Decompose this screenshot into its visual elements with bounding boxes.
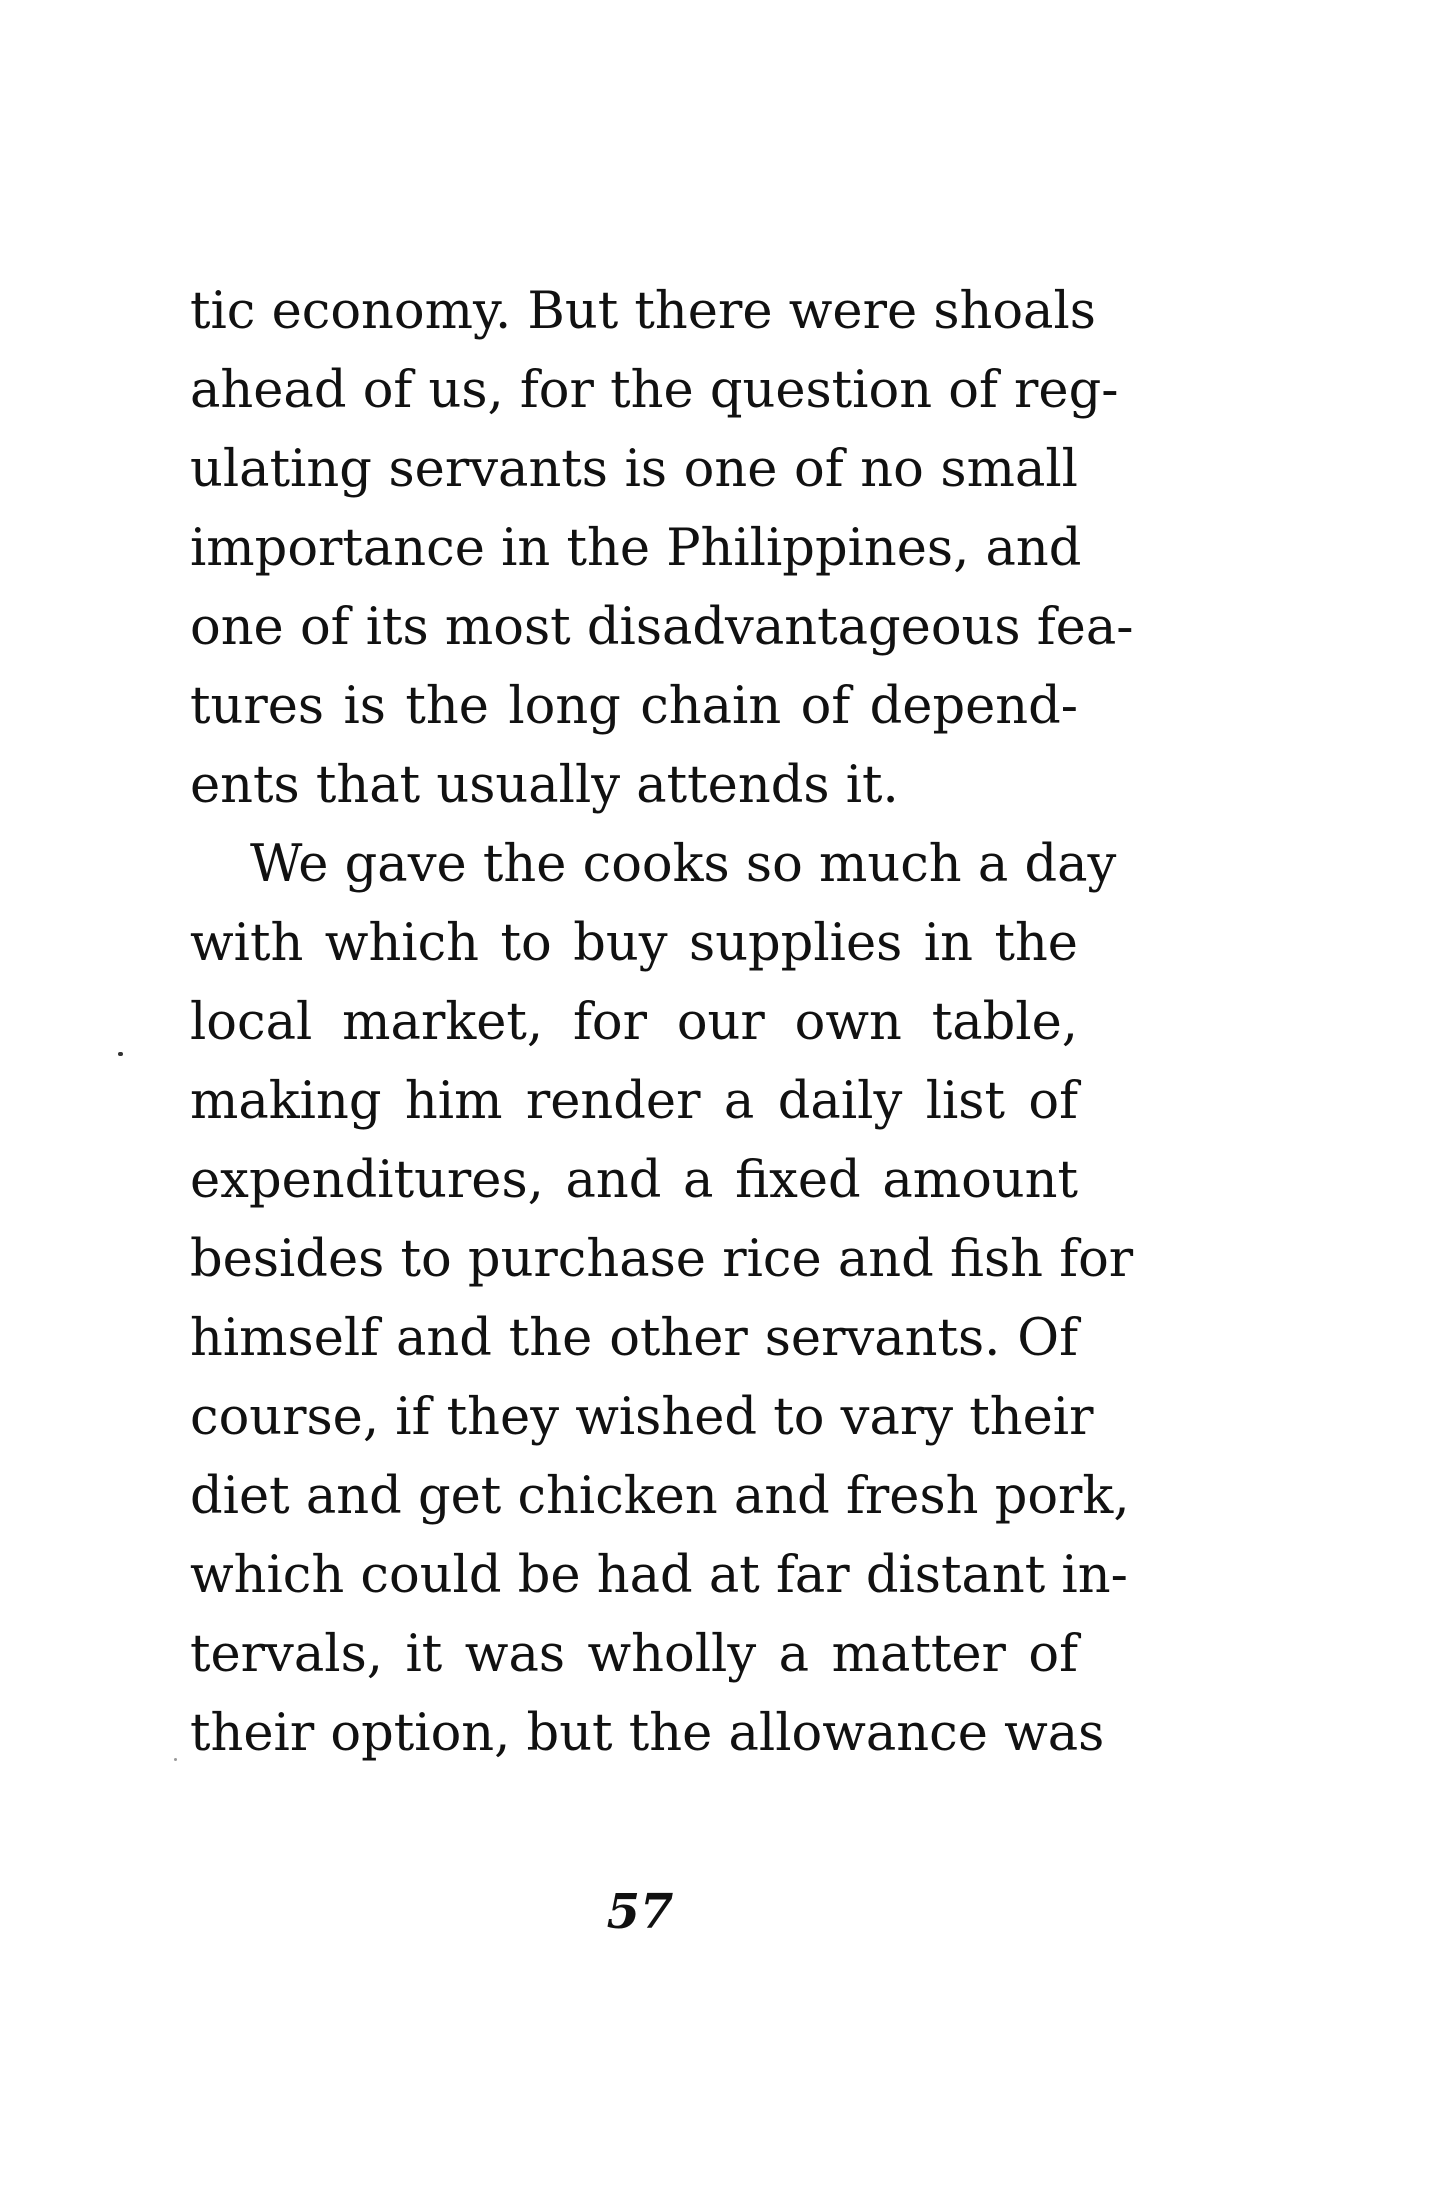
body-text	[190, 272, 1134, 1773]
text-line: their option, but the allowance was	[190, 1704, 1105, 1763]
text-line: tervals, it was wholly a matter of	[190, 1625, 1078, 1684]
text-line: We gave the cooks so much a day	[250, 835, 1117, 894]
text-line: making him render a daily list of	[190, 1072, 1078, 1131]
text-line: expenditures, and a fixed amount	[190, 1151, 1078, 1210]
page-number: 57	[606, 1884, 674, 1940]
text-line: with which to buy supplies in the	[190, 914, 1078, 973]
text-line: local market, for our own table,	[190, 993, 1078, 1052]
text-line: diet and get chicken and fresh pork,	[190, 1467, 1130, 1526]
scan-speck	[174, 1758, 177, 1761]
text-line: which could be had at far distant in-	[190, 1546, 1128, 1605]
text-line: one of its most disadvantageous fea-	[190, 598, 1134, 657]
text-line: ahead of us, for the question of reg-	[190, 361, 1119, 420]
text-line: tic economy. But there were shoals	[190, 282, 1096, 341]
text-line: besides to purchase rice and fish for	[190, 1230, 1134, 1289]
text-line: ents that usually attends it.	[190, 756, 899, 815]
text-line: importance in the Philippines, and	[190, 519, 1082, 578]
scan-speck	[118, 1052, 123, 1056]
text-line: himself and the other servants. Of	[190, 1309, 1078, 1368]
text-line: tures is the long chain of depend-	[190, 677, 1078, 736]
text-line: course, if they wished to vary their	[190, 1388, 1094, 1447]
text-line: ulating servants is one of no small	[190, 440, 1078, 499]
